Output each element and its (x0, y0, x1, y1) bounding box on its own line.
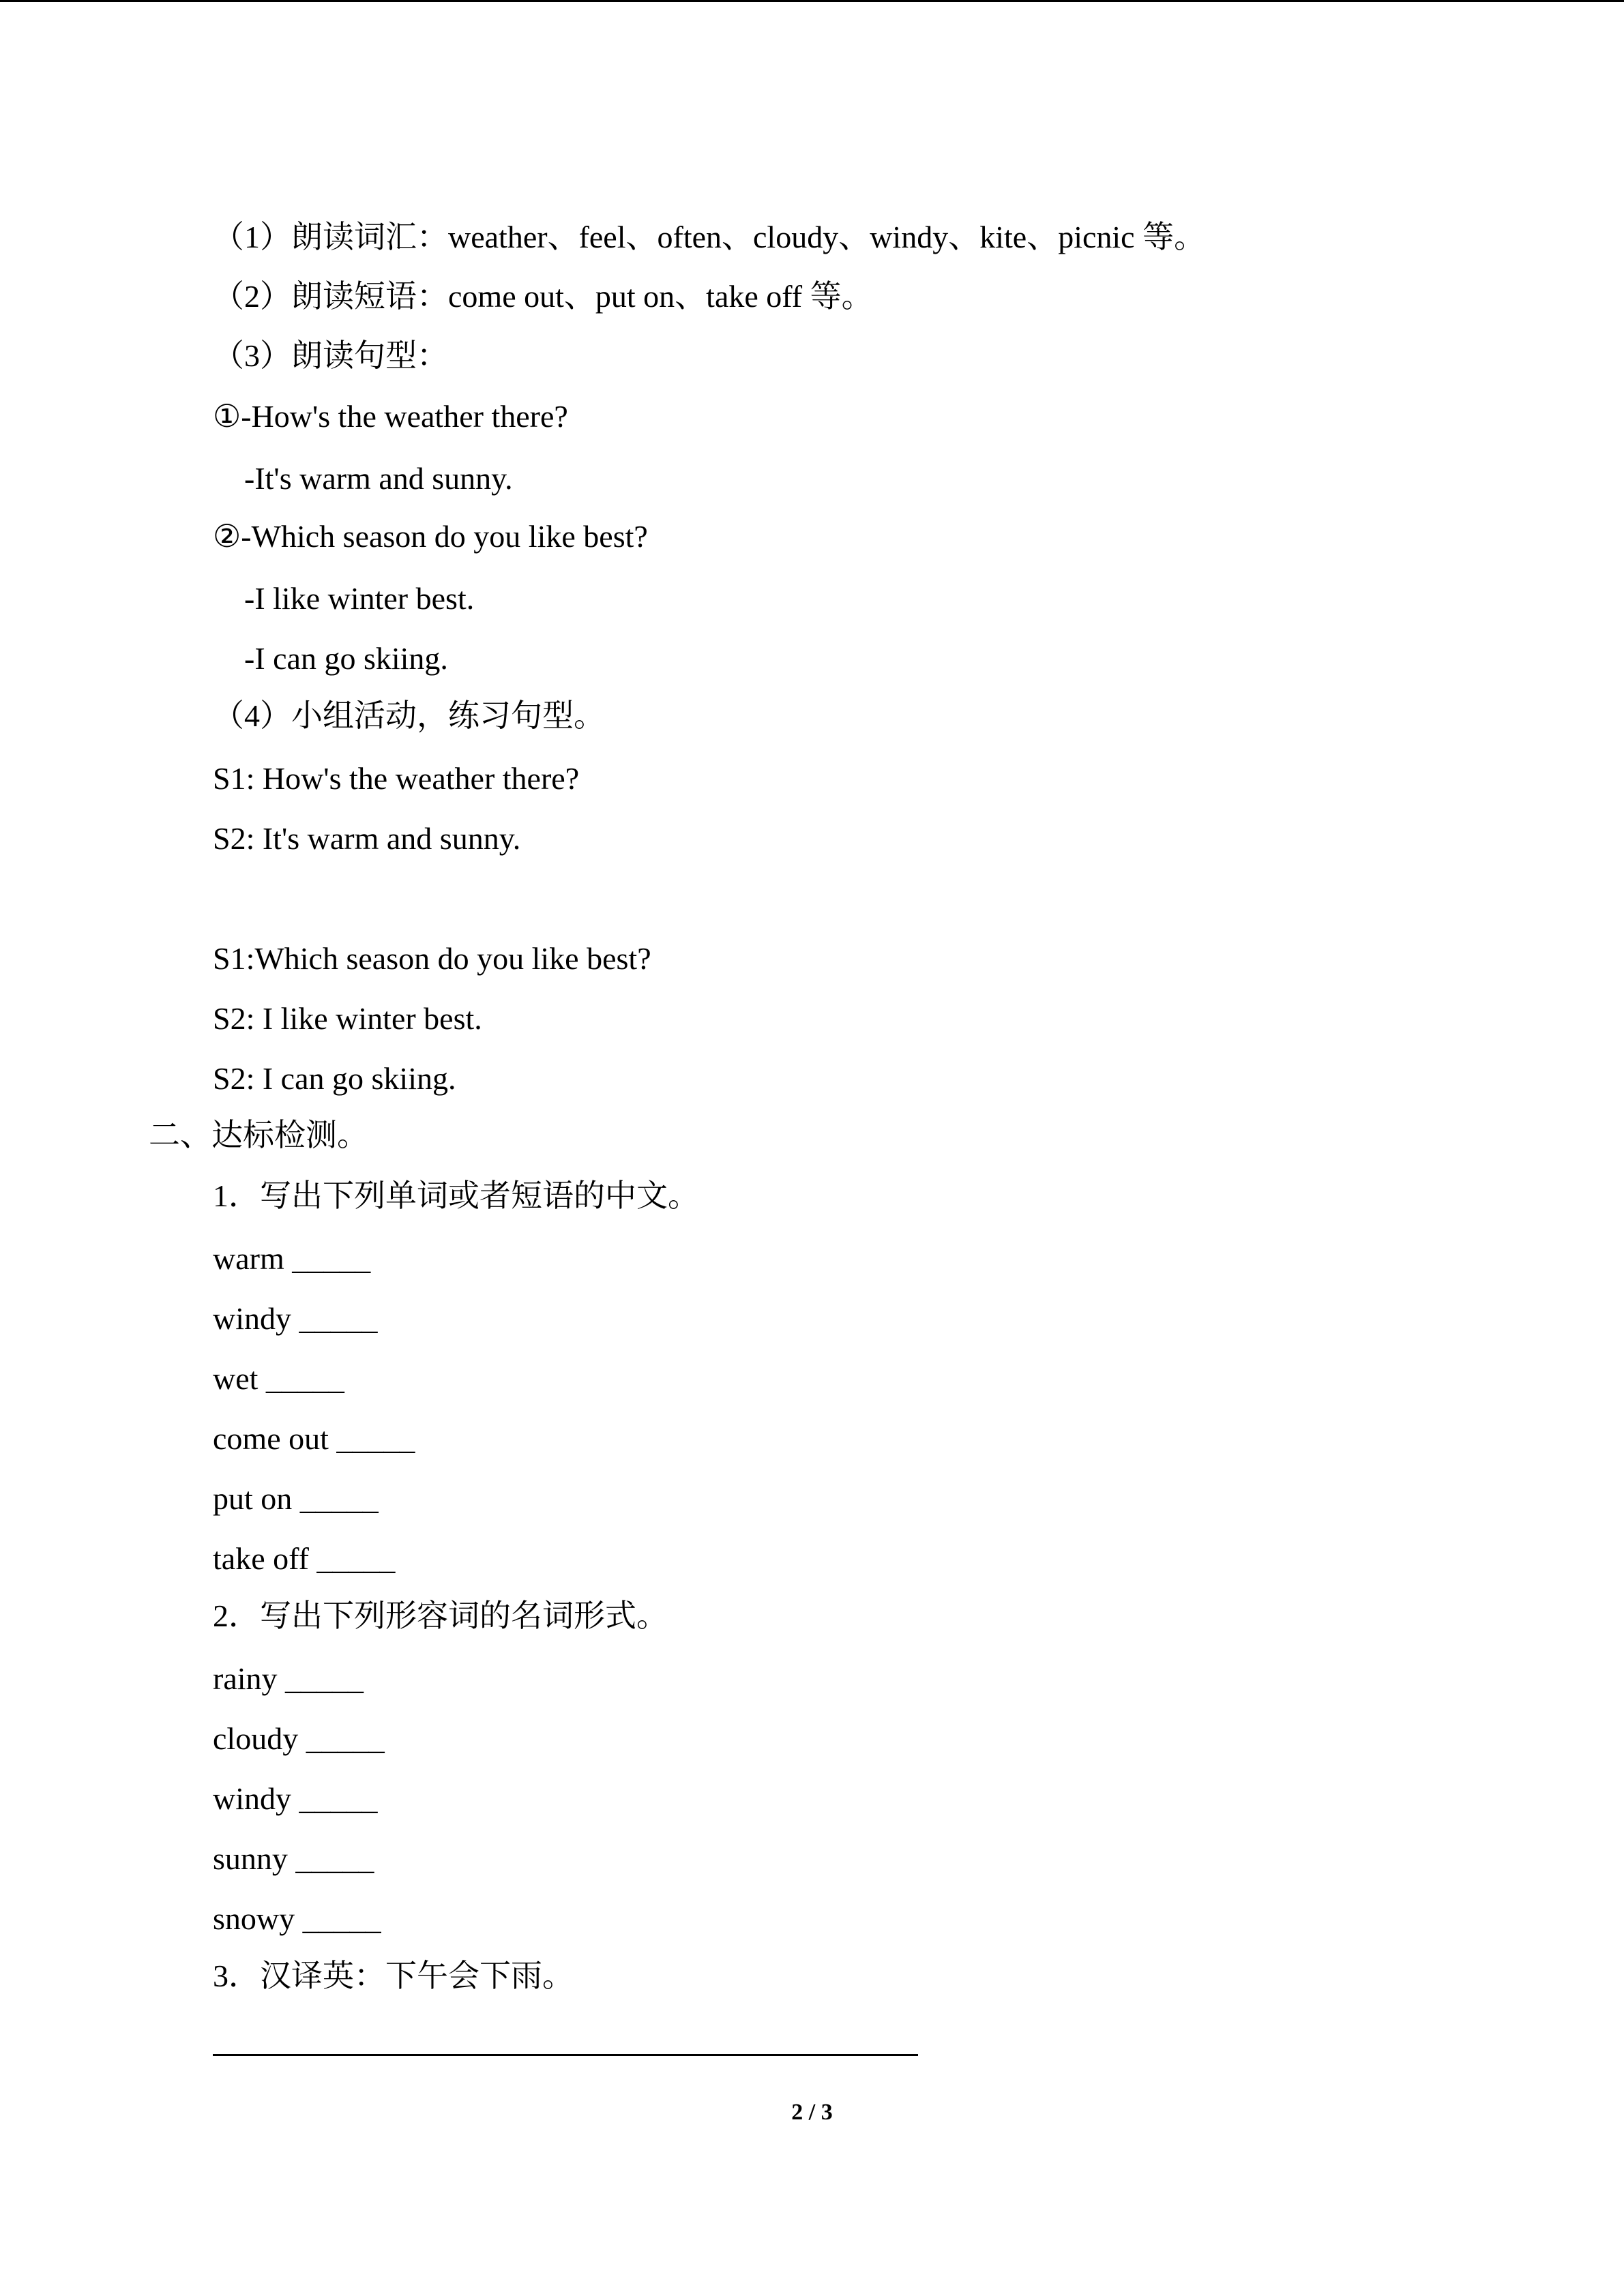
page-number: 2 / 3 (791, 2100, 833, 2125)
sentence-1-answer: -It's warm and sunny. (244, 461, 513, 496)
question-1-item: warm _____ (213, 1241, 371, 1276)
practice-item-1: （1）朗读词汇：weather、feel、often、cloudy、windy、kite、picnic 等。 (213, 220, 1206, 254)
answer-blank-line (213, 2054, 918, 2056)
question-2-item: windy _____ (213, 1781, 378, 1816)
sentence-2-answer-1: -I like winter best. (244, 581, 475, 616)
question-2-item: sunny _____ (213, 1841, 374, 1876)
question-1-item: wet _____ (213, 1361, 344, 1396)
dialogue-line: S2: It's warm and sunny. (213, 821, 521, 856)
question-3-title: 3．汉译英：下午会下雨。 (213, 1958, 574, 1993)
dialogue-line: S2: I like winter best. (213, 1001, 482, 1036)
dialogue-line: S1: How's the weather there? (213, 761, 580, 796)
dialogue-line: S2: I can go skiing. (213, 1061, 456, 1096)
question-2-item: rainy _____ (213, 1661, 364, 1696)
question-1-item: put on _____ (213, 1481, 379, 1516)
practice-item-3: （3）朗读句型： (213, 338, 448, 373)
section-heading: 二、达标检测。 (149, 1118, 368, 1152)
question-2-item: cloudy _____ (213, 1721, 385, 1756)
question-2-item: snowy _____ (213, 1901, 381, 1936)
top-border (0, 0, 1624, 2)
question-1-item: come out _____ (213, 1421, 415, 1456)
practice-item-4: （4）小组活动，练习句型。 (213, 698, 605, 733)
question-2-title: 2．写出下列形容词的名词形式。 (213, 1598, 668, 1633)
question-1-title: 1．写出下列单词或者短语的中文。 (213, 1178, 699, 1213)
sentence-1-question: ①-How's the weather there? (213, 399, 568, 434)
dialogue-line: S1:Which season do you like best? (213, 941, 651, 976)
practice-item-2: （2）朗读短语：come out、put on、take off 等。 (213, 279, 873, 314)
question-1-item: take off _____ (213, 1541, 396, 1576)
sentence-2-answer-2: -I can go skiing. (244, 641, 448, 676)
question-1-item: windy _____ (213, 1301, 378, 1336)
sentence-2-question: ②-Which season do you like best? (213, 519, 648, 554)
